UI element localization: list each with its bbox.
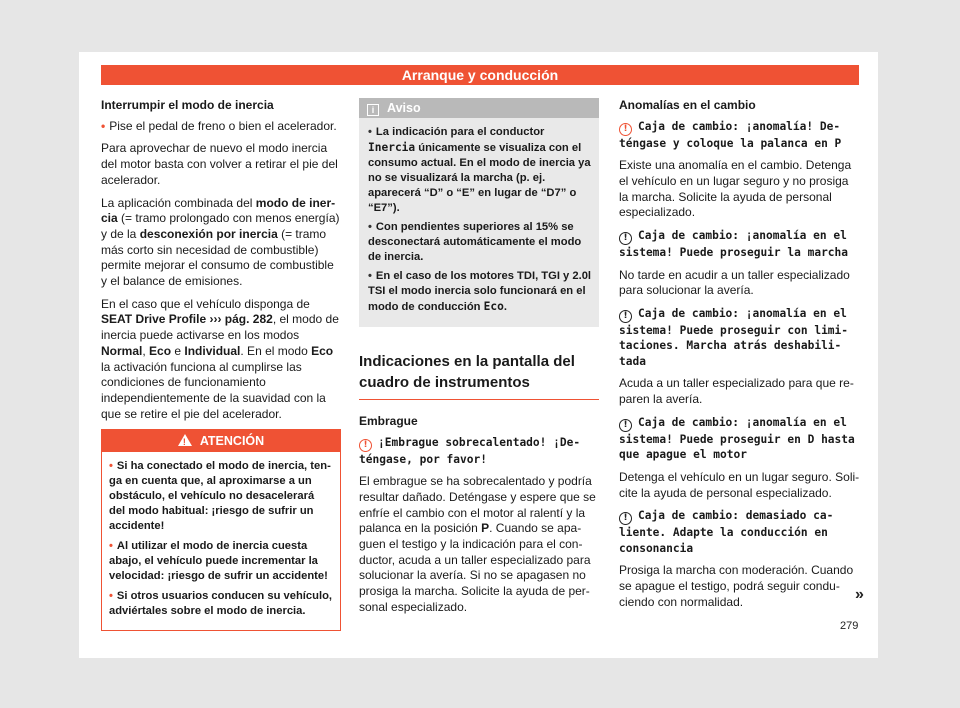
note-box [359, 98, 599, 327]
continued-marker: » [855, 586, 864, 603]
paragraph: Existe una anomalía en el cambio. Detenga el vehículo en un lugar seguro y no prosiga la marcha. Solicite la ayuda de personal especializado. [619, 158, 852, 220]
paragraph: El embrague se ha sobrecalentado y podría resultar dañado. Deténgase y espere que se enfríe el cambio con el motor al ralentí y la palanca en la posición P. Cuando se apaguen el testigo y la indicación para el conductor, acuda a un taller especializado para solucionar la avería. Si no se apagasen no prosiga la marcha. Solicite la ayuda de personal especializado. [359, 474, 596, 614]
note-title: Aviso [387, 101, 421, 115]
note-item: • Con pendientes superiores al 15% se desconectará automáticamente el modo de inercia. [368, 221, 582, 263]
subheading: Anomalías en el cambio [619, 98, 756, 112]
warning-lamp-icon: ! [619, 123, 632, 136]
warning-title: ATENCIÓN [199, 434, 265, 449]
warning-body [102, 452, 340, 630]
bullet-text: Pise el pedal de freno o bien el acelerador. [109, 118, 337, 133]
warning-item: • Si ha conectado el modo de inercia, tenga en cuenta que, al aproximarse a un obstáculo, el vehículo no desacelerará del modo habitual: ¡riesgo de sufrir un accidente! [109, 460, 331, 533]
section-title: Indicaciones en la pantalla del cuadro de instrumentos [359, 351, 599, 400]
warning-lamp-icon: ! [359, 439, 372, 452]
info-lamp-icon: ! [619, 310, 632, 323]
info-lamp-icon: ! [619, 232, 632, 245]
display-message: ! ¡Embrague sobrecalentado! ¡Deténgase, por favor! [359, 435, 581, 466]
display-message: ! Caja de cambio: ¡anomalía en el sistema! Puede proseguir la marcha [619, 229, 849, 260]
column-middle [359, 98, 599, 623]
chapter-header: Arranque y conducción [101, 65, 859, 85]
paragraph: En el caso que el vehículo disponga de SEAT Drive Profile ››› pág. 282, el modo de inercia puede activarse en los modos Normal, Eco e Individual. En el modo Eco la activación funciona al cumplirse las condiciones de funcionamiento independientemente de la suavidad con la que se retire el pie del acelerador. [101, 296, 339, 421]
info-lamp-icon: ! [619, 512, 632, 525]
display-message: ! Caja de cambio: ¡anomalía! Deténgase y coloque la palanca en P [619, 119, 842, 150]
warning-header [102, 430, 340, 452]
note-item: • La indicación para el conductor Inercia únicamente se visualiza con el consumo actual. En el modo de inercia ya no se visualizará la marcha (p. ej. aparecerá “D” o “E” en lugar de “D7” o “E7”). [368, 126, 591, 214]
paragraph: Detenga el vehículo en un lugar seguro. Solicite la ayuda de personal especializado. [619, 469, 860, 500]
warning-item: • Al utilizar el modo de inercia cuesta abajo, el vehículo puede incrementar la velocidad: ¡riesgo de sufrir un accidente! [109, 540, 328, 583]
warning-box [101, 429, 341, 631]
subheading: Embrague [359, 414, 418, 428]
paragraph: La aplicación combinada del modo de inercia (= tramo prolongado con menos energía) y de la desconexión por inercia (= tramo más corto sin necesidad de combustible) permite mejorar el consumo de combustible y el balance de emisiones. [101, 195, 340, 289]
display-message: ! Caja de cambio: ¡anomalía en el sistema! Puede proseguir con limitaciones. Marcha atrás deshabilitada [619, 306, 849, 368]
paragraph: Para aprovechar de nuevo el modo inercia del motor basta con volver a retirar el pie del acelerador. [101, 141, 338, 187]
info-lamp-icon: ! [619, 419, 632, 432]
paragraph: Acuda a un taller especializado para que reparen la avería. [619, 376, 854, 407]
note-body [359, 118, 599, 327]
display-message: ! Caja de cambio: ¡anomalía en el sistema! Puede proseguir en D hasta que apague el motor [619, 415, 855, 462]
warning-item: • Si otros usuarios conducen su vehículo, adviértales sobre el modo de inercia. [109, 590, 333, 618]
display-message: ! Caja de cambio: demasiado caliente. Adapte la conducción en consonancia [619, 509, 834, 555]
warning-triangle-icon [178, 434, 192, 446]
bullet-item [101, 119, 341, 135]
paragraph: Prosiga la marcha con moderación. Cuando se apague el testigo, podrá seguir conduciendo con normalidad. [619, 563, 854, 609]
note-header [359, 98, 599, 118]
column-left [101, 98, 341, 631]
page-reference-link[interactable]: SEAT Drive Profile ››› pág. 282 [101, 312, 273, 327]
note-item: • En el caso de los motores TDI, TGI y 2.0l TSI el modo inercia solo funcionará en el modo de conducción Eco. [368, 270, 592, 313]
section-heading: Interrumpir el modo de inercia [101, 98, 274, 112]
bullet-icon: • [101, 118, 106, 133]
info-icon: i [367, 104, 379, 116]
column-right [619, 98, 861, 617]
page-number: 279 [840, 620, 859, 632]
paragraph: No tarde en acudir a un taller especializado para solucionar la avería. [619, 267, 850, 298]
